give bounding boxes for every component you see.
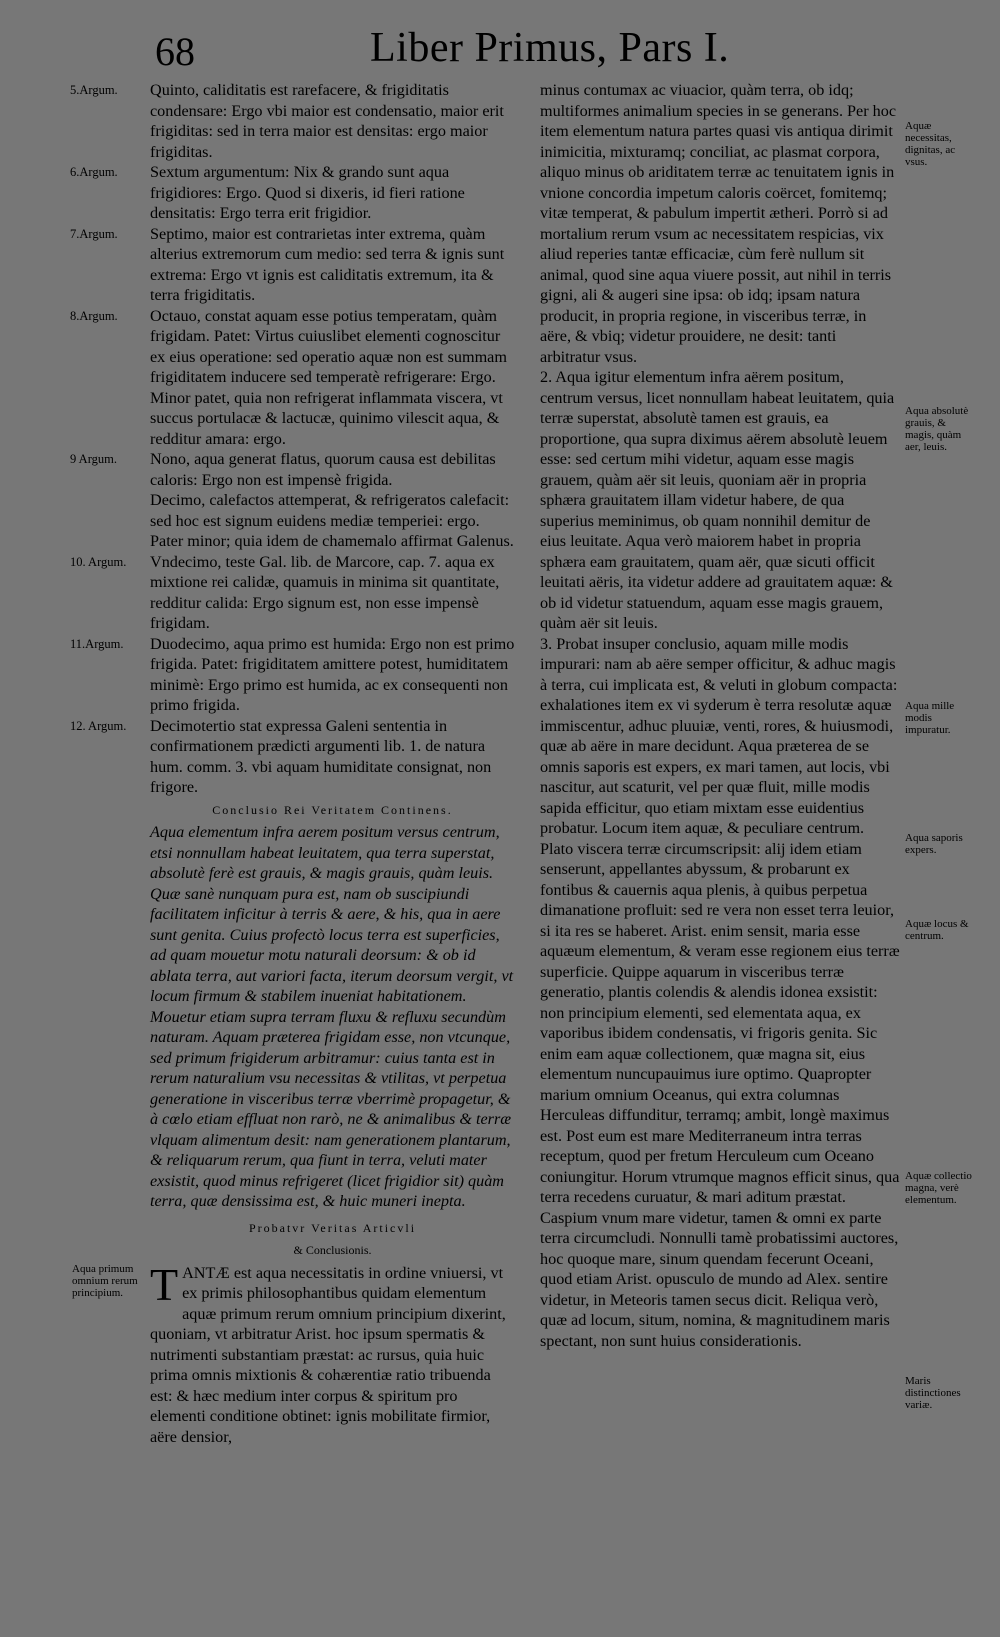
conclusion-heading: Conclusio Rei Veritatem Continens.	[212, 802, 453, 817]
argument-text: Vndecimo, teste Gal. lib. de Marcore, cap. 7. aqua ex mixtione rei calidæ, quamuis in minima sit quantitate, redditur calida: Ergo signum est, non esse impensè frigidam.	[150, 552, 500, 632]
argument-text: Quinto, caliditatis est rarefacere, & frigiditatis condensare: Ergo vbi maior est condensatio, maior erit frigiditas: sed in terra maior est densitas: ergo maior frigiditas.	[150, 81, 504, 161]
margin-note-collection: Aquæ collectio magna, verè elementum.	[905, 1170, 972, 1206]
margin-note-place: Aquæ locus & centrum.	[905, 918, 969, 942]
proof-text: ANTÆ est aqua necessitatis in ordine vniuersi, vt ex primis philosophantibus quidam elementum aquæ primum rerum omnium principium dixerint, quoniam, vt arbitratur Arist. hoc ipsum spermatis & nutrimenti substantiam præstat: ac rursus, quia huic prima omnis mixtionis & cohærentiæ ratio tribuenda est: & hæc medium inter corpus & spiritum pro elementi conditione obtinet: ignis mobilitate firmior, aëre densior,	[150, 1263, 506, 1446]
argument-11	[70, 634, 515, 716]
right-paragraph-3: 3. Probat insuper conclusio, aquam mille modis impurari: nam ab aëre semper officitur, & adhuc magis à terra, cui implicata est, & veluti in globum compacta: exhalationes item ex vi syderum è terra resolutæ aquæ immiscentur, adhuc pluuiæ, venti, rores, & huiusmodi, quæ ab aëre in mare decidunt. Aqua præterea de se omnis saporis est expers, ex mari tamen, aut locis, vbi nascitur, aut scaturit, vel per quæ fluit, mille modis sapida efficitur, quo etiam mixtam esse euidentius probatur. Locum item aquæ, & peculiare centrum. Plato viscera terræ circumscripsit: alij idem etiam senserunt, appellantes abyssum, & probarunt ex fontibus & cauernis aqua plenis, à quibus perpetua dimanatione profluit: sed re vera non esset terra leuior, si ita res se haberet. Arist. enim sensit, maria esse aquæum elementum, & veram esse regionem eius terræ superficie. Quippe aquarum in visceribus terræ generatio, plantis colendis & alendis idonea exsistit: non principium elementi, sed elementata aqua, ex vaporibus ibidem condensatis, vi frigoris genita. Sic enim eam aquæ collectionem, quæ magna sit, eius elementum nuncupauimus iure optimo. Quapropter marium omnium Oceanus, qui extra columnas Herculeas diffunditur, terramq; ambit, longè maximus est. Post eum est mare Mediterraneum intra terras receptum, quod per fretum Herculeum cum Oceano coniungitur. Horum vtrumque magnos efficit sinus, qua terra recedens curuatur, & mari aditum præstat. Caspium vnum mare videtur, tamen & omni ex parte terra circumcludi. Nonnulli tamè probatissimi auctores, hoc quoque mare, sinum quendam fecerunt Oceani, quod etiam Arist. opusculo de mundo ad Alex. sentire videtur, in Meteoris tamen secus dicit. Reliqua verò, quæ ad locum, situm, nomina, & magnitudinem maris spectant, non sunt huius considerationis.	[540, 634, 900, 1350]
argument-text: Decimotertio stat expressa Galeni sententia in confirmationem prædicti argumenti lib. 1. de natura hum. comm. 3. vbi aquam humiditate consignat, non frigore.	[150, 716, 492, 796]
argument-text: Sextum argumentum: Nix & grando sunt aqua frigidiores: Ergo. Quod si dixeris, id fieri ratione densitatis: Ergo terra erit frigidior.	[150, 163, 465, 222]
running-head: Liber Primus, Pars I.	[370, 25, 730, 71]
argument-text: Nono, aqua generat flatus, quorum causa est debilitas caloris: Ergo non est impensè frigida.	[150, 450, 496, 489]
right-paragraph-2: 2. Aqua igitur elementum infra aërem positum, centrum versus, licet nonnullam habeat leuitatem, quia terræ superstat, absolutè tamen est grauis, ea proportione, qua supra diximus aërem absolutè leuem esse: sed certum mihi videtur, aquam esse magis grauem, quàm aër sit leuis, quoniam aër in propria sphæra grauitatem illam videtur habere, de qua superius meminimus, ob quam nonnihil demitur de eius leuitate. Aqua verò maiorem habet in propria sphæra eam grauitatem, quam aër, quæ sicuti officit leuitati aëris, ita videtur addere ad grauitatem aquæ: & ob id videtur statuendum, aquam esse magis grauem, quàm aër sit leuis.	[540, 368, 895, 632]
argument-8	[70, 306, 515, 450]
right-column	[540, 80, 900, 1351]
margin-note-gravity: Aqua absolutè grauis, & magis, quàm aer, leuis.	[905, 405, 969, 453]
argument-10	[70, 552, 515, 634]
argument-text: Septimo, maior est contrarietas inter extrema, quàm alterius extremorum cum medio: sed terra & ignis sunt extrema: Ergo vt ignis est caliditatis extremum, ita & terra frigiditatis.	[150, 224, 505, 304]
margin-note-seas: Maris distinctiones variæ.	[905, 1375, 961, 1411]
argument-decimo	[150, 490, 515, 552]
argument-label: 5.Argum.	[70, 83, 118, 97]
argument-text: Duodecimo, aqua primo est humida: Ergo non est primo frigida. Patet: frigiditatem amittere potest, humiditatem minimè: Ergo primo est humida, ac ex consequenti non primo frigida.	[150, 634, 515, 714]
argument-6	[70, 162, 515, 224]
proof-paragraph	[72, 1258, 515, 1448]
margin-note-impurity: Aqua mille modis impuratur.	[905, 700, 955, 736]
margin-note-flavor: Aqua saporis expers.	[905, 832, 963, 856]
argument-9	[70, 449, 515, 490]
margin-note-necessity: Aquæ necessitas, dignitas, ac vsus.	[905, 120, 956, 168]
argument-label: 8.Argum.	[70, 308, 118, 323]
proof-heading: Probatvr Veritas Articvli	[248, 1220, 417, 1235]
right-paragraph-1: minus contumax ac viuacior, quàm terra, ob idq; multiformes animalium species in se generans. Per hoc item elementum natura partes quasi vis antiqua dirimit inimicitia, mixturamq; conciliat, ac plasmat corpora, aliquo minus ob ariditatem terræ ac tenuitatem ignis in vnione concordia impetum caloris coërcet, fomitemq; vitæ temperat, & pabulum impertit ætheri. Porrò si ad mortalium rerum vsum ac necessitatem respicias, vix aliud reperies tantæ efficaciæ, cùm ferè nullum sit animal, quod sine aqua viuere possit, aut nihil in terris gigni, ali & augeri sine ipsa: ob idq; ipsam natura producit, in propria regione, in visceribus terræ, in aëre, & vbiq; videtur prouidere, ne desit: tanti arbitratur vsus.	[540, 81, 897, 366]
left-column	[70, 80, 515, 1447]
conclusion-text: Aqua elementum infra aerem positum versus centrum, etsi nonnullam habeat leuitatem, qua terra superstat, absolutè ferè est grauis, & magis grauis, quàm leuis. Quæ sanè nunquam pura est, nam ob suscipiundi facilitatem inficitur à terris & aere, & his, qua in aere sunt genita. Cuius profectò locus terra est superficies, ad quam mouetur motu naturali deorsum: & ob id ablata terra, aut variori facta, iterum deorsum vergit, vt locum firmum & stabilem inueniat habitationem. Mouetur etiam supra terram fluxu & refluxu secundùm naturam. Aquam præterea frigidam esse, non vtcunque, sed primum frigiderum arbitramur: cuius tanta est in rerum naturalium vsu necessitas & vtilitas, vt perpetua generatione in visceribus terræ vberrimè propagetur, & à cœlo etiam effluat non rarò, ne & animalibus & terræ vlquam alimentum desit: nam generationem plantarum, & reliquarum rerum, qua fiunt in terra, veluti mater exsistit, quod minus refrigeret (licet frigidior sit) quàm terra, quæ densissima est, & huic muneri inepta.	[150, 823, 514, 1210]
margin-note-principle: Aqua primum omnium rerum principium.	[72, 1262, 138, 1299]
argument-label: 10. Argum.	[70, 554, 127, 569]
argument-label: 6.Argum.	[70, 165, 118, 179]
argument-text: Octauo, constat aquam esse potius temperatam, quàm frigidam. Patet: Virtus cuiuslibet elementi cognoscitur ex eius operatione: sed operatio aquæ non est summam frigiditatem inducere sed temperatè refrigerare: Ergo. Minor patet, quia non refrigerat inflammata viscera, vt succus portulacæ & lactucæ, quinimo vilescit aqua, & redditur amara: ergo.	[150, 306, 507, 448]
argument-5	[70, 80, 515, 162]
argument-label: 7.Argum.	[70, 226, 118, 241]
argument-text: Decimo, calefactos attemperat, & refrigeratos calefacit: sed hoc est signum euidens mediæ temperiei: ergo. Pater minor; quia idem de chamemalo affirmat Galenus.	[150, 491, 514, 550]
argument-label: 9 Argum.	[70, 452, 117, 466]
drop-cap: T	[150, 1258, 179, 1310]
argument-label: 11.Argum.	[70, 636, 124, 651]
page-number: 68	[155, 29, 195, 74]
argument-label: 12. Argum.	[70, 718, 127, 733]
argument-7	[70, 224, 515, 306]
proof-subheading: & Conclusionis.	[293, 1243, 372, 1257]
argument-12	[70, 716, 515, 798]
